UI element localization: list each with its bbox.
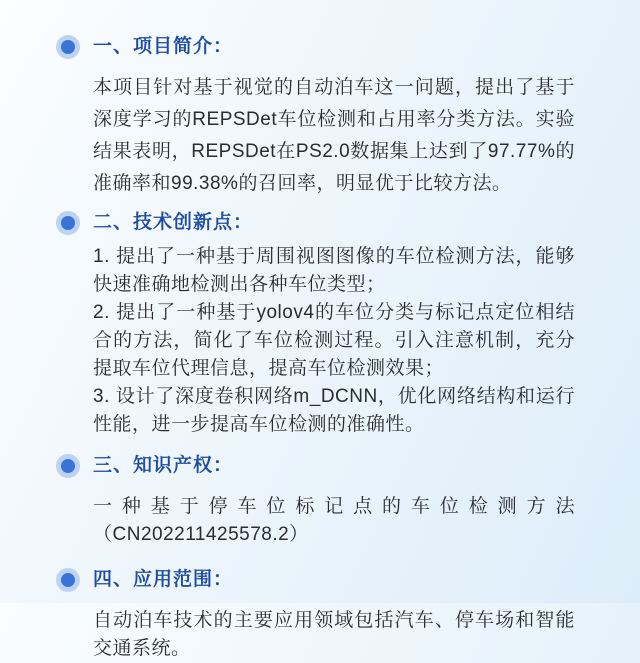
section-heading-row — [56, 453, 584, 479]
section-heading: 三、知识产权： — [93, 455, 234, 476]
bullet-dot-icon — [61, 459, 75, 473]
bullet-icon — [56, 568, 80, 592]
section-content — [93, 493, 575, 549]
paragraph: 本项目针对基于视觉的自动泊车这一问题，提出了基于深度学习的REPSDet车位检测和占用率分类方法。实验结果表明，REPSDet在PS2.0数据集上达到了97.77%的准确率和99.38%的召回率，明显优于比较方法。 — [93, 77, 575, 194]
bullet-dot-icon — [61, 216, 75, 230]
paragraph: 自动泊车技术的主要应用领域包括汽车、停车场和智能交通系统。 — [93, 610, 575, 659]
section-tech-innovations — [56, 210, 584, 439]
section-intellectual-property — [56, 453, 584, 549]
bullet-icon — [56, 454, 80, 478]
section-heading-row — [56, 567, 584, 593]
bullet-dot-icon — [61, 573, 75, 587]
bullet-icon — [56, 211, 80, 235]
section-content — [93, 72, 575, 200]
section-heading-row — [56, 34, 584, 60]
list-item: 3. 设计了深度卷积网络m_DCNN，优化网络结构和运行性能，进一步提高车位检测的准确性。 — [93, 386, 575, 435]
section-heading-row — [56, 210, 584, 236]
list-item: 1. 提出了一种基于周围视图图像的车位检测方法，能够快速准确地检测出各种车位类型； — [93, 246, 575, 295]
section-heading: 一、项目简介： — [93, 36, 234, 57]
bullet-dot-icon — [61, 40, 75, 54]
section-content — [93, 607, 575, 663]
patent-line: 一种基于停车位标记点的车位检测方法（CN202211425578.2） — [93, 496, 575, 545]
section-heading: 四、应用范围： — [93, 569, 234, 590]
bullet-icon — [56, 35, 80, 59]
list-item: 2. 提出了一种基于yolov4的车位分类与标记点定位相结合的方法，简化了车位检测过程。引入注意机制，充分提取车位代理信息，提高车位检测效果； — [93, 302, 575, 379]
section-application-scope — [56, 567, 584, 663]
section-heading: 二、技术创新点： — [93, 212, 254, 233]
section-project-intro — [56, 34, 584, 200]
section-content — [93, 243, 575, 439]
